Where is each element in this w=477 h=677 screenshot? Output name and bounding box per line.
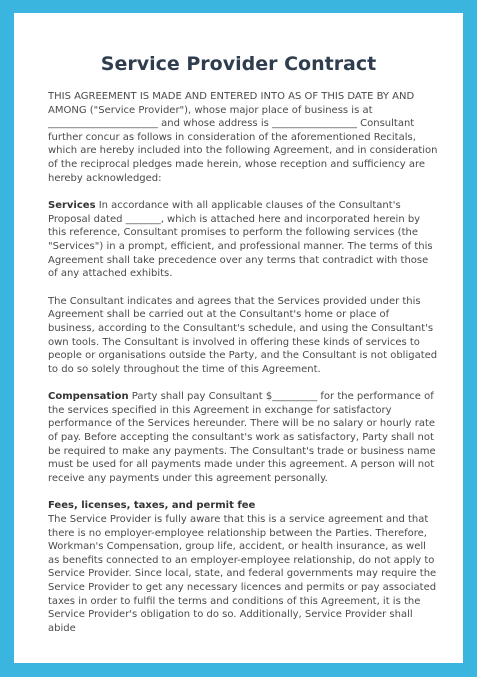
- services-text: In accordance with all applicable clauses of the Consultant's Proposal dated _______, which is attached here and incorporated herein by this reference, Consultant promises to perform the following services (the "Services") in a prompt, efficient, and professional manner. The terms of this Agreement shall take precedence over any terms that contradict with those of any attached exhibits.: [48, 200, 433, 280]
- contract-body: [48, 90, 438, 635]
- compensation-paragraph: [48, 390, 438, 485]
- fees-paragraph: The Service Provider is fully aware that this is a service agreement and that there is no employer-employee relationship between the Parties. Therefore, Workman's Compensation, group life, accident, or health insurance, as well as benefits connected to an employer-employee relationship, do not apply to Service Provider. Since local, state, and federal governments may require the Service Provider to get any necessary licences and permits or pay associated taxes in order to fulfil the terms and conditions of this Agreement, it is the Service Provider's obligation to do so. Additionally, Service Provider shall abide: [48, 514, 437, 634]
- services-paragraph: [48, 199, 438, 281]
- compensation-heading: Compensation: [48, 391, 129, 403]
- consultant-paragraph: The Consultant indicates and agrees that the Services provided under this Agreement shall be carried out at the Consultant's home or place of business, according to the Consultant's schedule, and using the Consultant's own tools. The Consultant is involved in offering these kinds of services to people or organisations outside the Party, and the Consultant is not obligated to do so solely throughout the time of this Agreement.: [48, 295, 438, 375]
- fees-heading: Fees, licenses, taxes, and permit fee: [48, 500, 256, 512]
- page-title: Service Provider Contract: [100, 53, 377, 75]
- compensation-text: Party shall pay Consultant $_________ for the performance of the services specified in this Agreement in exchange for satisfactory performance of the Services hereunder. There will be no salary or hourly rate of pay. Before accepting the consultant's work as satisfactory, Party shall not be required to make any payments. The Consultant's trade or business name must be used for all payments made under this agreement. A person will not receive any payments under this agreement personally.: [48, 391, 436, 484]
- services-heading: Services: [48, 200, 96, 212]
- intro-paragraph: THIS AGREEMENT IS MADE AND ENTERED INTO AS OF THIS DATE BY AND AMONG ("Service Provider"), whose major place of business is at ______________________ and whose address is _________________ Consultant further concur as follows in consideration of the aforementioned Recitals, which are hereby included into the following Agreement, and in consideration of the reciprocal pledges made herein, whose reception and sufficiency are hereby acknowledged:: [48, 91, 438, 184]
- document-page: [14, 13, 463, 663]
